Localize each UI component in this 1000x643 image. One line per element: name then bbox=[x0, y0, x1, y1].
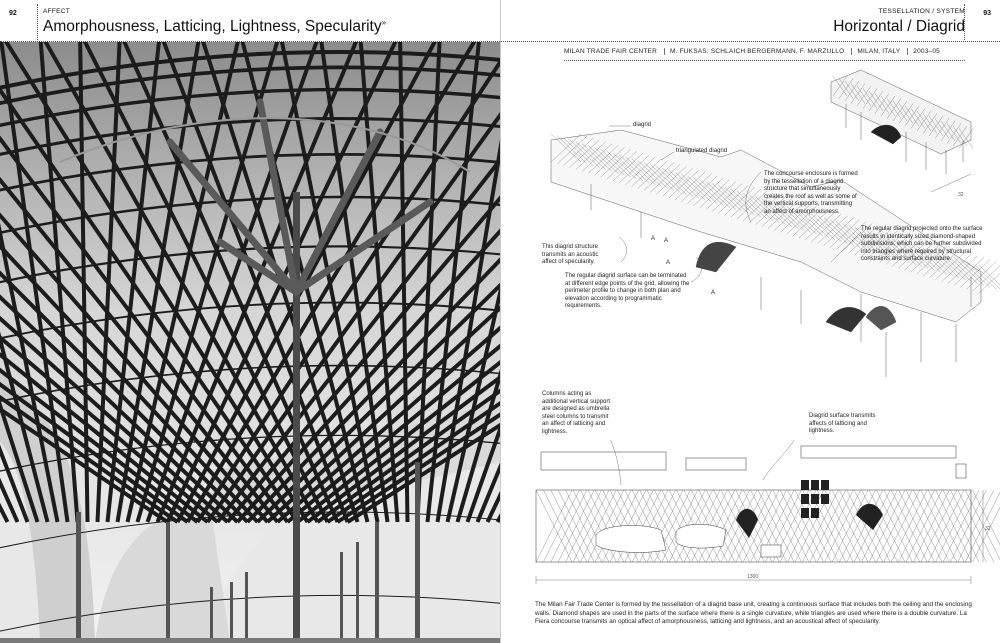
meta-rule bbox=[564, 60, 965, 61]
right-header-divider bbox=[964, 4, 965, 40]
svg-text:A: A bbox=[666, 260, 671, 266]
annotation-diagrid: diagrid bbox=[633, 122, 652, 128]
svg-text:A: A bbox=[664, 238, 669, 244]
annotation-triangulated: triangulated diagrid bbox=[676, 148, 728, 154]
meta-architects: M. FUKSAS: SCHLAICH BERGERMANN, F. MARZULLO bbox=[669, 48, 845, 55]
left-title-text: Amorphousness, Latticing, Lightness, Specularity bbox=[43, 18, 382, 36]
right-header-rule bbox=[501, 41, 1000, 42]
left-page-number: 92 bbox=[9, 10, 17, 17]
caption: The Milan Fair Trade Center is formed by the tessellation of a diagrid base unit, creating a continuous surface that includes both the ceiling and the enclosing walls. Diamond shapes are used in the parts of the surface where there is a single curvature, while triangles are used where there is a double curvature. La Fiera concourse transmits an optical affect of amorphousness, latticing and lightness, and an acoustical affect of specularity. bbox=[535, 601, 972, 625]
title-mark-icon: » bbox=[381, 18, 387, 27]
annotation-columns: Columns acting as additional vertical support are designed as umbrella steel columns to transmit an affect of latticing and lightness. bbox=[542, 391, 611, 435]
annotation-regular-projected: The regular diagrid projected onto the surface results in identically sized diamond-shaped subdivisions, which can be further subdivided into triangles where required by structural constraints and surface curvature. bbox=[861, 226, 983, 262]
dim-32-plan: 32 bbox=[985, 526, 991, 532]
meta-location: MILAN, ITALY bbox=[857, 48, 901, 55]
left-header-divider bbox=[37, 4, 38, 40]
plan-drawing bbox=[501, 440, 1000, 595]
annotation-acoustic: This diagrid structure transmits an acoustic affect of specularity. bbox=[542, 244, 599, 265]
small-axon bbox=[831, 70, 973, 174]
meta-row bbox=[564, 48, 940, 55]
right-section-label: TESSELLATION / SYSTEM bbox=[878, 8, 965, 15]
right-page bbox=[501, 0, 1000, 643]
dim-32-top: 32 bbox=[958, 192, 964, 198]
meta-project: MILAN TRADE FAIR CENTER bbox=[564, 48, 657, 55]
left-title bbox=[43, 18, 386, 36]
annotation-surface: Diagrid surface transmits affects of latticing and lightness. bbox=[809, 413, 876, 434]
right-page-number: 93 bbox=[983, 10, 991, 17]
left-section-label: AFFECT bbox=[43, 8, 71, 15]
dim-1300: 1300 bbox=[747, 574, 759, 580]
svg-text:A: A bbox=[651, 236, 656, 242]
svg-text:A: A bbox=[711, 290, 716, 296]
canopy-photo bbox=[0, 42, 500, 643]
annotation-terminated: The regular diagrid surface can be terminated at different edge points of the grid, allowing the perimeter profile to change in both plan and elevation according to programmatic requirements. bbox=[565, 273, 690, 309]
right-title: Horizontal / Diagrid bbox=[833, 18, 965, 35]
annotation-concourse: The concourse enclosure is formed by the tessellation of a diagrid structure that simultaneously creates the roof as well as some of the vertical supports, transmitting an affect of amorphousness. bbox=[764, 171, 858, 215]
meta-years: 2003–05 bbox=[913, 48, 940, 55]
